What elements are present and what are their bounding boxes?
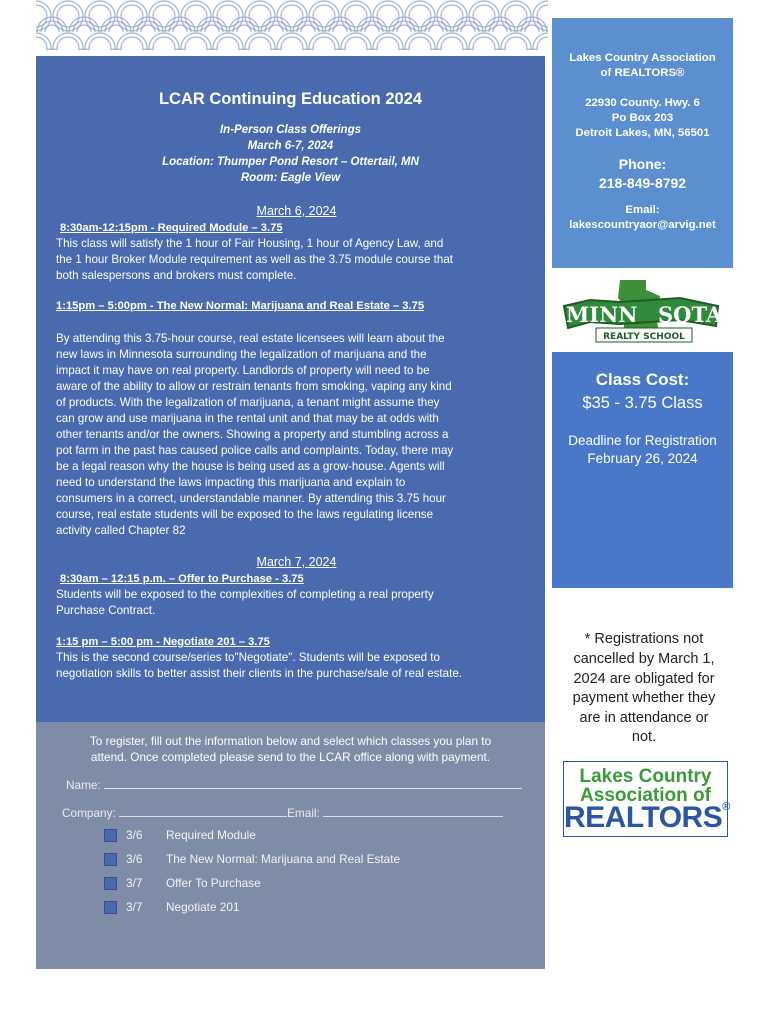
day2-session1-line: Students will be exposed to the complexities of completing a real property — [56, 588, 434, 601]
cancellation-note-line: not. — [631, 729, 657, 745]
day1-session2-line: activity called Chapter 82 — [56, 524, 186, 537]
class-cost-box — [552, 352, 733, 588]
deadline-label: Deadline for Registration — [568, 433, 717, 448]
company-label: Company: — [62, 806, 116, 820]
cancellation-note-line: cancelled by March 1, — [573, 651, 715, 667]
cancellation-note-line: are in attendance or — [579, 710, 709, 726]
registration-form-panel — [36, 722, 545, 969]
day2-session1-line: Purchase Contract. — [56, 604, 156, 617]
company-input-line[interactable] — [119, 805, 287, 817]
class-option-label: Offer To Purchase — [166, 876, 261, 890]
logo-line-3: REALTORS® — [564, 801, 730, 834]
subtitle-location: Location: Thumper Pond Resort – Ottertail, MN — [162, 156, 419, 168]
cancellation-note-line: payment whether they — [572, 690, 716, 706]
class-option-date: 3/7 — [126, 876, 143, 890]
day1-date: March 6, 2024 — [256, 204, 337, 218]
lcar-logo — [563, 761, 728, 837]
checkbox[interactable] — [104, 853, 117, 866]
day1-session1-line: This class will satisfy the 1 hour of Fair Housing, 1 hour of Agency Law, and — [56, 237, 444, 250]
class-option-label: The New Normal: Marijuana and Real Estate — [166, 852, 401, 866]
class-option-label: Required Module — [166, 828, 256, 842]
phone-number[interactable]: 218-849-8792 — [598, 175, 687, 191]
day1-session2-line: By attending this 3.75-hour course, real estate licensees will learn about the — [56, 332, 445, 345]
email-label: Email: — [287, 806, 320, 820]
cost-label: Class Cost: — [595, 370, 690, 389]
deadline-date: February 26, 2024 — [587, 451, 698, 466]
class-option-date: 3/7 — [126, 900, 143, 914]
day2-session2-line: negotiation skills to better assist their clients in the purchase/sale of real estate. — [56, 667, 462, 680]
class-option-date: 3/6 — [126, 828, 143, 842]
minnesota-realty-school-logo — [560, 276, 725, 346]
decorative-wave-band — [36, 0, 548, 50]
day2-session2-line: This is the second course/series to"Negotiate". Students will be exposed to — [56, 651, 440, 664]
class-option-date: 3/6 — [126, 852, 143, 866]
logo-subtext: REALTY SCHOOL — [603, 332, 685, 342]
logo-word-left: MINN — [566, 302, 638, 327]
day1-session2-line: of products. With the legalization of marijuana, a tenant might assume they — [56, 396, 440, 409]
subtitle-offerings: In-Person Class Offerings — [219, 124, 362, 136]
registration-instructions: To register, fill out the information below and select which classes you plan to — [89, 734, 492, 748]
day1-session2-heading: 1:15pm – 5:00pm - The New Normal: Marijuana and Real Estate – 3.75 — [56, 300, 425, 312]
day1-session1-line: the 1 hour Broker Module requirement as well as the 3.75 module course that — [56, 253, 453, 266]
phone-label: Phone: — [618, 156, 667, 172]
name-field-row — [66, 777, 522, 792]
day1-session2-line: need to understand the laws impacting this marijuana and explain to — [56, 476, 406, 489]
day1-session2-line: consumers in a correct, understandable manner. By attending this 3.75 hour — [56, 492, 446, 505]
cost-price: $35 - 3.75 Class — [582, 394, 703, 412]
name-label: Name: — [66, 778, 101, 792]
day1-session2-line: pot farm in the past has caused police calls and complaints. Today, there may — [56, 444, 454, 457]
day2-date: March 7, 2024 — [256, 555, 337, 569]
day2-session1-heading: 8:30am – 12:15 p.m. – Offer to Purchase - 3.75 — [60, 573, 304, 585]
contact-info-box — [552, 18, 733, 268]
page-title: LCAR Continuing Education 2024 — [158, 90, 423, 108]
checkbox[interactable] — [104, 877, 117, 890]
org-name-line: of REALTORS® — [600, 67, 685, 79]
class-option-label: Negotiate 201 — [166, 900, 240, 914]
logo-word-right: SOTA — [658, 302, 723, 327]
name-input-line[interactable] — [104, 777, 522, 789]
address-line: Detroit Lakes, MN, 56501 — [575, 127, 710, 139]
company-email-row — [62, 805, 503, 820]
day1-session2-line: impact it may have on real property. Landlords of property will need to be — [56, 364, 430, 377]
day2-session2-heading: 1:15 pm – 5:00 pm - Negotiate 201 – 3.75 — [56, 636, 270, 648]
logo-line-2: Association of — [580, 785, 711, 806]
logo-line-1: Lakes Country — [579, 766, 712, 787]
day1-session2-line: be a legal reason why the house is being used as a grow-house. Agents will — [56, 460, 445, 473]
course-info-panel — [36, 56, 545, 722]
subtitle-dates: March 6-7, 2024 — [247, 140, 334, 152]
org-name-line: Lakes Country Association — [569, 52, 716, 64]
cancellation-note-line: * Registrations not — [584, 631, 704, 647]
email-address[interactable]: lakescountryaor@arvig.net — [569, 219, 716, 231]
subtitle-room: Room: Eagle View — [240, 172, 341, 184]
day1-session2-line: other tenants and/or the owners. Showing a property and stumbling across a — [56, 428, 449, 441]
day1-session1-line: both salespersons and brokers must complete. — [56, 269, 297, 282]
address-line: Po Box 203 — [611, 112, 674, 124]
day1-session1-heading: 8:30am-12:15pm - Required Module – 3.75 — [60, 222, 283, 234]
cancellation-note-line: 2024 are obligated for — [573, 671, 715, 687]
email-input-line[interactable] — [323, 805, 503, 817]
day1-session2-line: new laws in Minnesota surrounding the legalization of marijuana and the — [56, 348, 427, 361]
day1-session2-line: course, real estate students will be exposed to the laws regulating license — [56, 508, 434, 521]
email-label: Email: — [625, 204, 660, 216]
address-line: 22930 County. Hwy. 6 — [585, 97, 700, 109]
day1-session2-line: aware of the ability to allow or restrain tenants from smoking, vaping any kind — [56, 380, 452, 393]
checkbox[interactable] — [104, 829, 117, 842]
checkbox[interactable] — [104, 901, 117, 914]
day1-session2-line: can grow and use marijuana in the rental unit and that may be at odds with — [56, 412, 439, 425]
registration-instructions: attend. Once completed please send to the LCAR office along with payment. — [90, 750, 491, 764]
